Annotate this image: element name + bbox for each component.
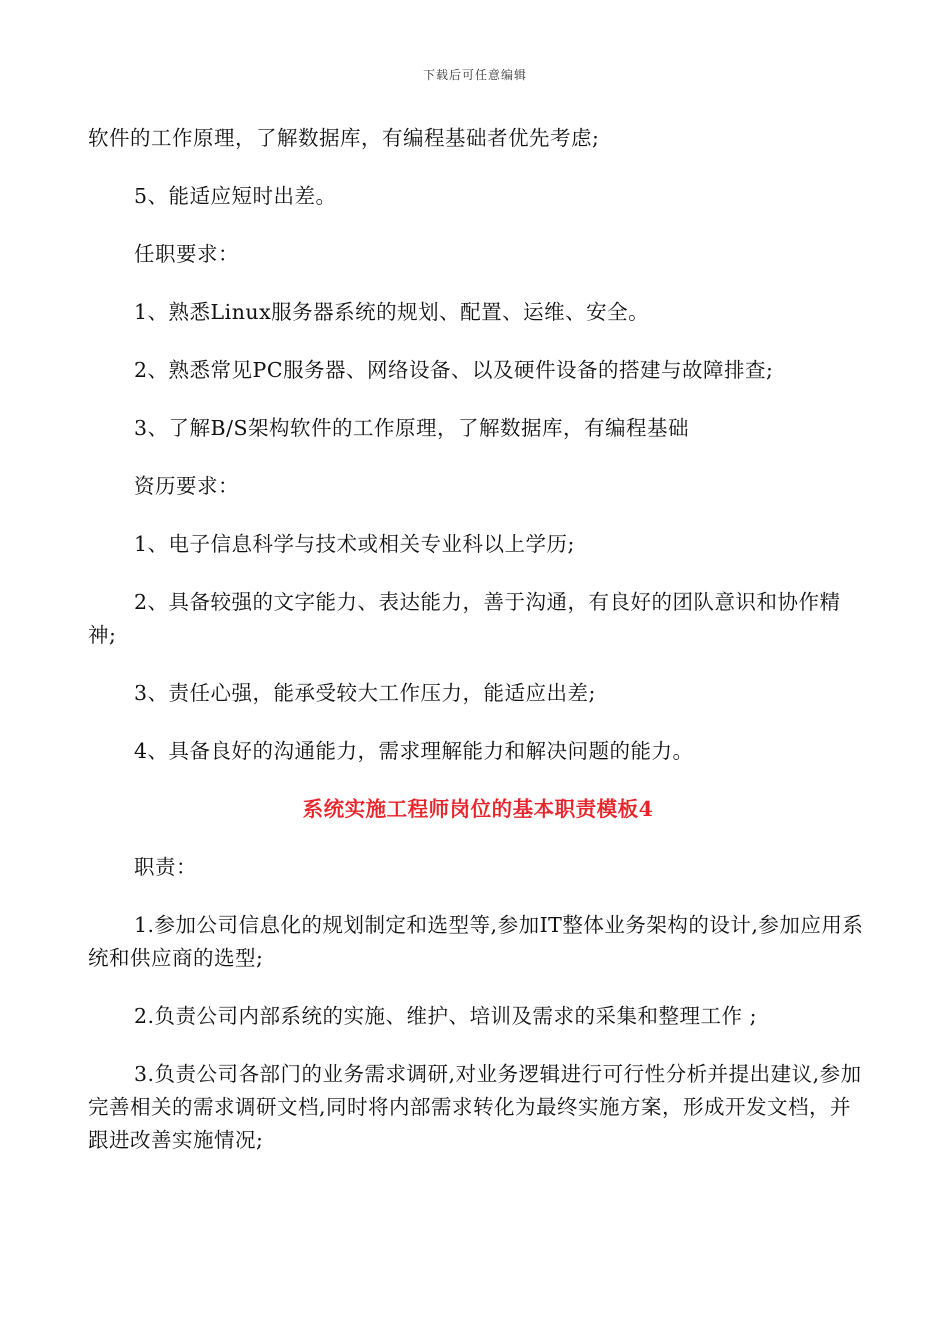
document-body: [88, 122, 868, 1157]
qualification-item-1: 1、电子信息科学与技术或相关专业科以上学历;: [134, 532, 575, 556]
duty-item-1: 1.参加公司信息化的规划制定和选型等,参加IT整体业务架构的设计,参加应用系统和供应商的选型;: [88, 913, 864, 970]
qualification-item-2: 2、具备较强的文字能力、表达能力，善于沟通，有良好的团队意识和协作精神;: [88, 590, 841, 647]
requirement-item-2: 2、熟悉常见PC服务器、网络设备、以及硬件设备的搭建与故障排查;: [134, 358, 774, 382]
paragraph-item-5: 5、能适应短时出差。: [134, 184, 337, 208]
requirement-item-1: 1、熟悉Linux服务器系统的规划、配置、运维、安全。: [134, 300, 650, 324]
duty-item-3: 3.负责公司各部门的业务需求调研,对业务逻辑进行可行性分析并提出建议,参加完善相关的需求调研文档,同时将内部需求转化为最终实施方案，形成开发文档，并跟进改善实施情况;: [88, 1062, 862, 1152]
section-label-qualifications: 资历要求：: [134, 474, 239, 498]
page-header: 下载后可任意编辑: [422, 68, 527, 82]
qualification-item-4: 4、具备良好的沟通能力，需求理解能力和解决问题的能力。: [134, 739, 694, 763]
duty-item-2: 2.负责公司内部系统的实施、维护、培训及需求的采集和整理工作 ;: [134, 1004, 757, 1028]
section-label-requirements: 任职要求：: [134, 242, 239, 266]
paragraph-continuation: 软件的工作原理，了解数据库，有编程基础者优先考虑;: [88, 126, 600, 150]
qualification-item-3: 3、责任心强，能承受较大工作压力，能适应出差;: [134, 681, 596, 705]
section-label-duties: 职责：: [134, 855, 197, 879]
section-heading: 系统实施工程师岗位的基本职责模板4: [302, 797, 654, 821]
requirement-item-3: 3、了解B/S架构软件的工作原理，了解数据库，有编程基础: [134, 416, 690, 440]
